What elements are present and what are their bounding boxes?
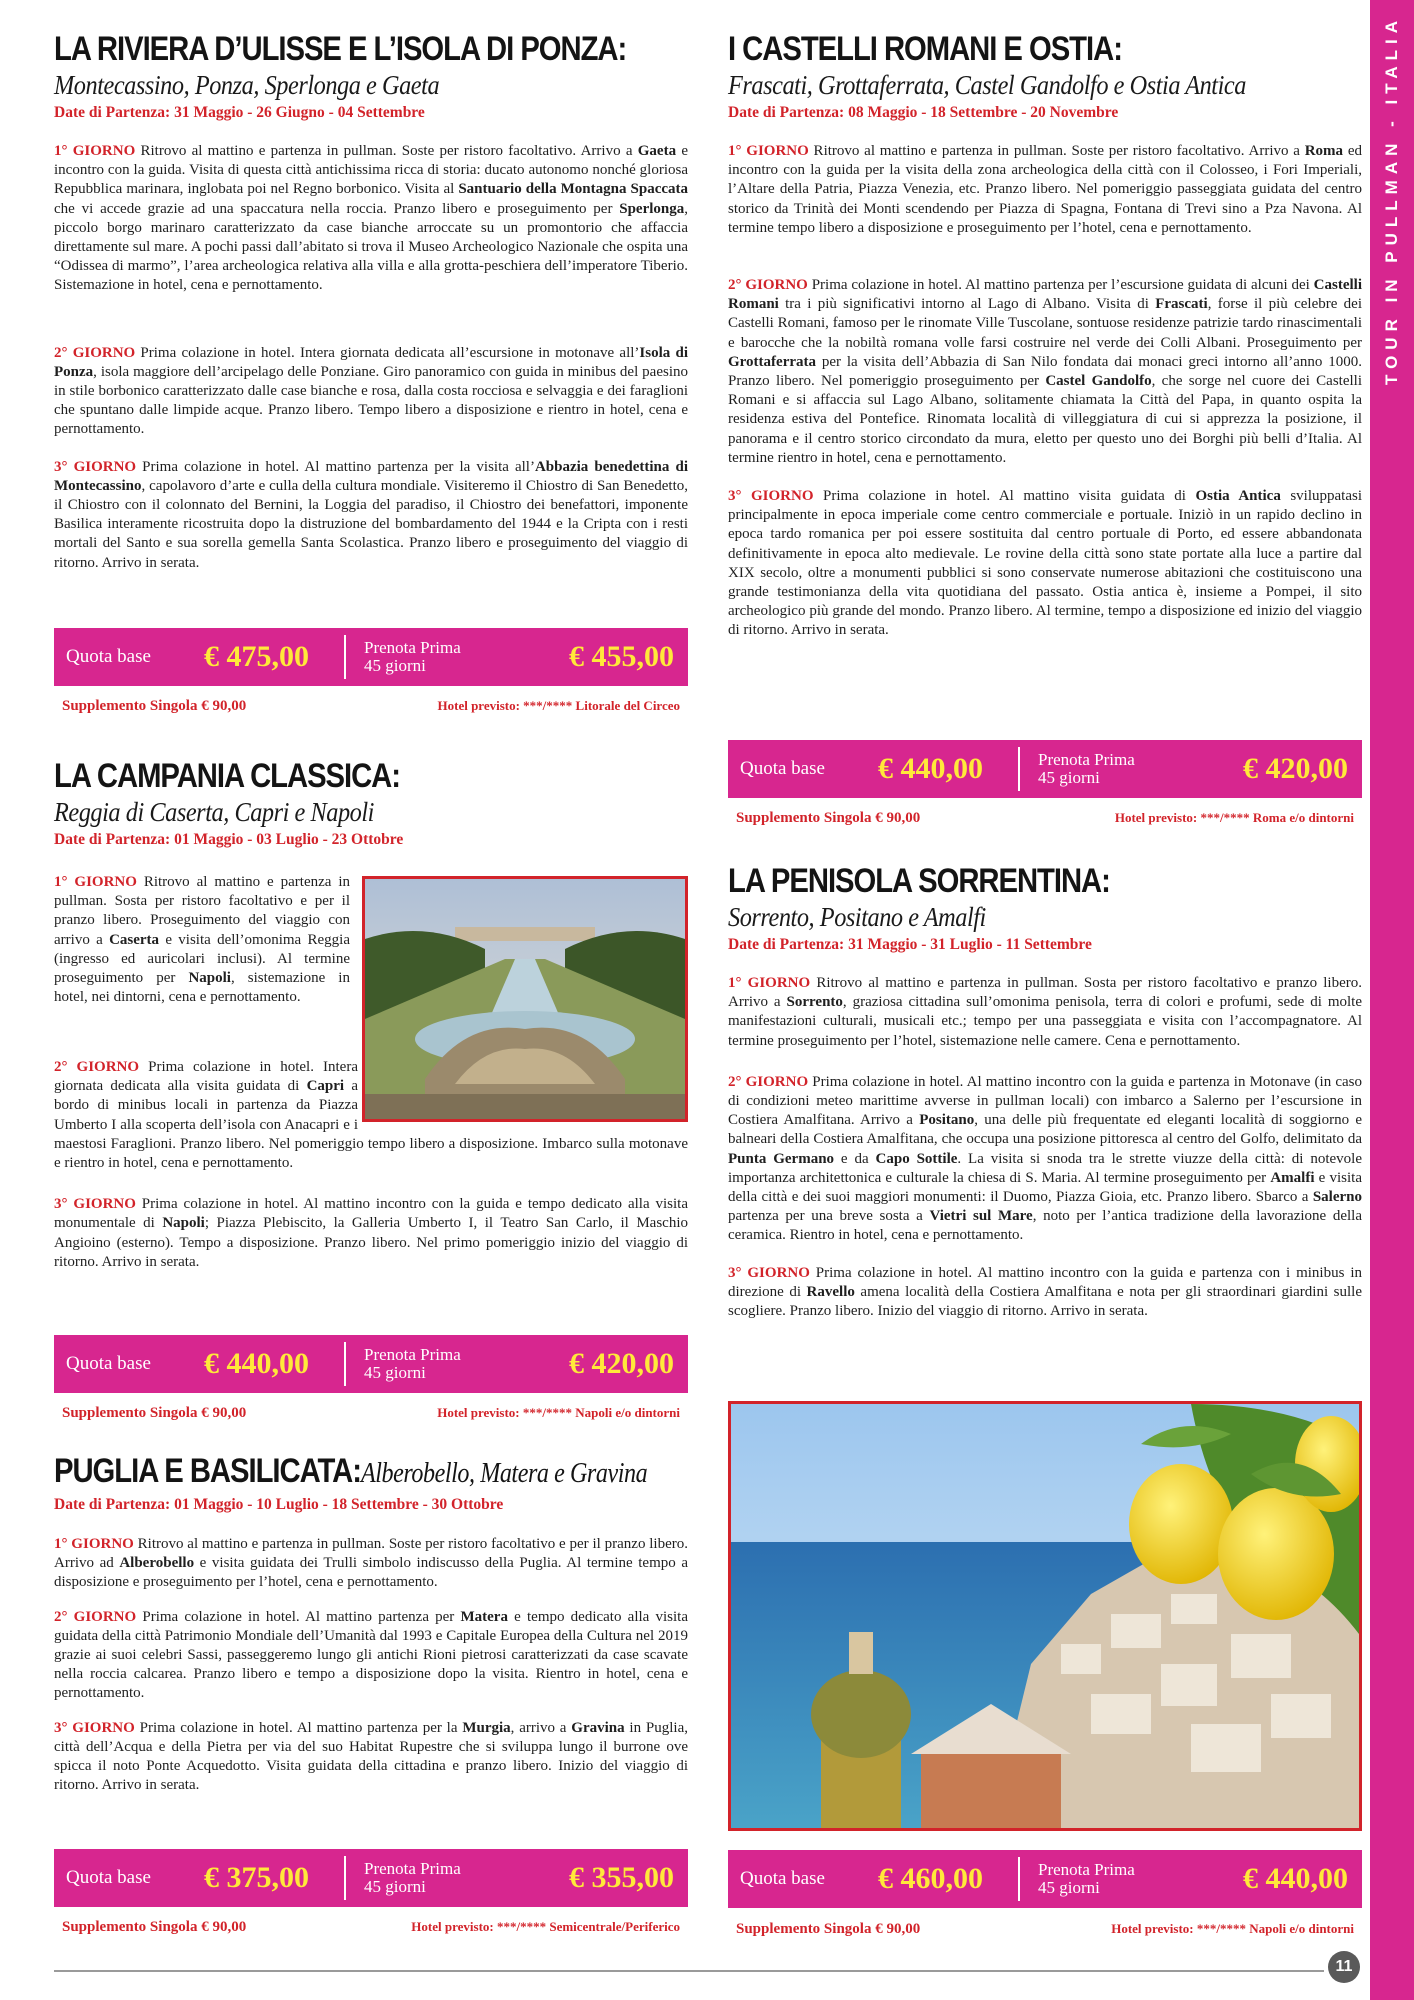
section-title: I CASTELLI ROMANI E OSTIA: [728, 30, 1122, 68]
section-title: PUGLIA E BASILICATA:Alberobello, Matera e Gravina [54, 1452, 648, 1490]
supplement-row-sorrentina: Supplemento Singola € 90,00 Hotel previsto: ***/**** Napoli e/o dintorni [736, 1920, 1354, 1937]
side-band-label: TOUR IN PULLMAN - ITALIA [1382, 14, 1401, 386]
separator [344, 635, 346, 679]
section-subtitle: Sorrento, Positano e Amalfi [728, 902, 986, 932]
departure-dates: Date di Partenza: 31 Maggio - 26 Giugno - 04 Settembre [54, 104, 425, 121]
departure-dates: Date di Partenza: 08 Maggio - 18 Settembre - 20 Novembre [728, 104, 1119, 121]
quota-base-label: Quota base [66, 646, 151, 667]
day-1: 1° GIORNO Ritrovo al mattino e partenza in pullman. Soste per ristoro facoltativo. Arrivo a Gaeta e incontro con la guida. Visita di questa città antichissima ricca di storia: ducato autonomo nonché gloriosa Repubblica marinara, inglobata poi nel Regno borbonico. Visita al Santuario della Montagna Spaccata che vi accede grazie ad una spaccatura nella roccia. Pranzo libero e proseguimento per Sperlonga, piccolo borgo marinaro caratterizzato da case bianche arroccate su un promontorio che affaccia direttamente sul mare. A pochi passi dall’abitato si trova il Museo Archeologico Nazionale che ospita una “Odissea di marmo”, l’area archeologica relativa alla villa e alla grotta-peschiera dell’imperatore Tiberio. Sistemazione in hotel, cena e pernottamento. [54, 143, 689, 294]
footer-divider [54, 1970, 1324, 1972]
departure-dates: Date di Partenza: 01 Maggio - 03 Luglio - 23 Ottobre [54, 831, 404, 848]
prenota-prima: Prenota Prima 45 giorni [364, 638, 461, 675]
price-bar-puglia: Quota base € 375,00 Prenota Prima 45 giorni € 355,00 [54, 1849, 688, 1907]
section-title: LA RIVIERA D’ULISSE E L’ISOLA DI PONZA: [54, 30, 627, 68]
supplement-row-campania: Supplemento Singola € 90,00 Hotel previsto: ***/**** Napoli e/o dintorni [62, 1404, 680, 1421]
reggia-caserta-photo [362, 876, 688, 1122]
price-bar-riviera [54, 628, 688, 686]
section-subtitle: Alberobello, Matera e Gravina [360, 1458, 648, 1489]
section-campania [54, 757, 688, 850]
section-riviera [54, 30, 688, 595]
page-number: 11 [1328, 1951, 1360, 1983]
campania-day2-3: 2° GIORNO Prima colazione in hotel. Intera giornata dedicata alla visita guidata di Capri a bordo di minibus locali in partenza da Piazza Umberto I alla scoperta dell’isola con Anacapri e i maestosi Faraglioni. Pranzo libero. Nel pomeriggio tempo libero a disposizione. Imbarco sulla motonave e rientro in hotel, cena e pernottamento. 3° GIORNO Prima colazione in hotel. Al mattino incontro con la guida e tempo dedicato alla visita monumentale di Napoli; Piazza Plebiscito, la Galleria Umberto I, il Teatro San Carlo, il Maschio Angioino (esterno). Tempo a disposizione. Pranzo libero. Nel primo pomeriggio inizio del viaggio di ritorno. Arrivo in serata. [54, 1059, 688, 1270]
departure-dates: Date di Partenza: 01 Maggio - 10 Luglio - 18 Settembre - 30 Ottobre [54, 1496, 504, 1513]
campania-day1: 1° GIORNO Ritrovo al mattino e partenza in pullman. Sosta per ristoro facoltativo e per il pranzo libero. Proseguimento del viaggio con arrivo a Caserta e visita dell’omonima Reggia (ingresso ed auricolari inclusi). Al termine proseguimento per Napoli, sistemazione in hotel, nei dintorni, cena e pernottamento. [54, 874, 350, 1006]
itinerary: 1° GIORNO Ritrovo al mattino e partenza in pullman. Sosta per ristoro facoltativo e pranzo libero. Arrivo a Sorrento, graziosa cittadina sull’omonima penisola, terra di colori e profumi, sede di molte manifestazioni culturali, musicali etc.; tempo per una passeggiata e visita con l’accompagnatore. Al termine proseguimento per l’hotel, sistemazione nelle camere. Cena e pernottamento. 2° GIORNO Prima colazione in hotel. Al mattino incontro con la guida e partenza in Motonave (in caso di condizioni meteo marittime avverse in pullman locali) con imbarco a Salerno per l’escursione in Costiera Amalfitana. Arrivo a Positano, una delle più frequentate ed eleganti località di soggiorno e balneari della Costiera Amalfitana, che occupa una posizione pittoresca al centro del Golfo, delimitato da Punta Germano e da Capo Sottile. La visita si snoda tra le strette viuzze della città: di notevole importanza architettonica e culturale la chiesa di S. Maria. Al termine proseguimento per Amalfi e visita della città e dei suoi maggiori monumenti: il Duomo, Piazza Gioia, etc. Pranzo libero. Sbarco a Salerno partenza per una breve sosta a Vietri sul Mare, noto per l’antica tradizione della lavorazione della ceramica. Rientro in hotel, cena e pernottamento. 3° GIORNO Prima colazione in hotel. Al mattino incontro con la guida e partenza con i minibus in direzione di Ravello amena località della Costiera Amalfitana e nota per gli straordinari giardini sulle scogliere. Pranzo libero. Inizio del viaggio di ritorno. Arrivo in serata. [728, 975, 1363, 1320]
price-bar-campania: Quota base € 440,00 Prenota Prima 45 giorni € 420,00 [54, 1335, 688, 1393]
price-bar-sorrentina: Quota base € 460,00 Prenota Prima 45 giorni € 440,00 [728, 1850, 1362, 1908]
itinerary [54, 142, 688, 573]
itinerary: 1° GIORNO Ritrovo al mattino e partenza in pullman. Soste per ristoro facoltativo e per il pranzo libero. Arrivo ad Alberobello e visita guidata dei Trulli simbolo indiscusso della Puglia. Al termine tempo a disposizione e proseguimento per l’hotel, cena e pernottamento. 2° GIORNO Prima colazione in hotel. Al mattino partenza per Matera e tempo dedicato alla visita guidata della città Patrimonio Mondiale dell’Umanità dal 1993 e Capitale Europea della Cultura nel 2019 grazie ai suoi celebri Sassi, passeggeremo lungo gli antichi Rioni pietrosi caratterizzati da case scavate nella roccia calcarea. Pranzo libero e tempo a disposizione dopo la visita. Rientro in hotel, cena e pernottamento. 3° GIORNO Prima colazione in hotel. Al mattino partenza per la Murgia, arrivo a Gravina in Puglia, città dell’Acqua e della Pietra per via del suo Habitat Rupestre che si sviluppa lungo il burrone ove spicca il noto Ponte Acquedotto. Visita guidata della cittadina e pranzo libero. Inizio del viaggio di ritorno. Arrivo in serata. [54, 1536, 688, 1794]
supplement-row-riviera [54, 696, 688, 716]
price-bar-castelli: Quota base € 440,00 Prenota Prima 45 giorni € 420,00 [728, 740, 1362, 798]
supplement-row-castelli: Supplemento Singola € 90,00 Hotel previsto: ***/**** Roma e/o dintorni [736, 809, 1354, 826]
base-price: € 475,00 [204, 640, 309, 673]
section-castelli [728, 30, 1362, 663]
section-puglia [54, 1452, 688, 1817]
day-2: 2° GIORNO Prima colazione in hotel. Intera giornata dedicata all’escursione in motonave all’Isola di Ponza, isola maggiore dell’arcipelago delle Ponziane. Giro panoramico con guida in minibus del paesino in stile borbonico caratterizzato dalle case bianche e rosa, dalla costa rocciosa e selvaggia e dei faraglioni che spuntano dalle limpide acque. Pranzo libero. Tempo libero a disposizione e rientro in hotel, cena e pernottamento. [54, 344, 688, 438]
supplement-text: Supplemento Singola € 90,00 [62, 697, 247, 714]
early-price: € 455,00 [569, 640, 674, 673]
section-subtitle: Frascati, Grottaferrata, Castel Gandolfo e Ostia Antica [728, 70, 1246, 100]
positano-lemons-photo [728, 1401, 1362, 1831]
hotel-text: Hotel previsto: ***/**** Litorale del Circeo [437, 698, 680, 713]
departure-dates: Date di Partenza: 31 Maggio - 31 Luglio - 11 Settembre [728, 936, 1092, 953]
section-sorrentina [728, 862, 1362, 1343]
day-3: 3° GIORNO Prima colazione in hotel. Al mattino partenza per la visita all’Abbazia benedettina di Montecassino, capolavoro d’arte e culla della cultura mondiale. Visiteremo il Chiostro di San Benedetto, il Chiostro con il colonnato del Bernini, la Loggia del paradiso, il Chiostro dei benefattori, imponente Basilica interamente ricostruita dopo la distruzione del bombardamento del 1944 e la Cripta con i resti mortali del Santo e sua sorella gemella Santa Scolastica. Pranzo libero e proseguimento del viaggio di ritorno. Arrivo in serata. [54, 458, 688, 571]
section-subtitle: Reggia di Caserta, Capri e Napoli [54, 797, 374, 827]
itinerary: 1° GIORNO Ritrovo al mattino e partenza in pullman. Soste per ristoro facoltativo. Arrivo a Roma ed incontro con la guida per la visita della zona archeologica della città con il Colosseo, i Fori Imperiali, l’Altare della Patria, Piazza Venezia, etc. Pranzo libero. Nel pomeriggio passeggiata guidata del centro storico da Trinità dei Monti scendendo per Piazza di Spagna, Fontana di Trevi sino a Pza Navona. Al termine tempo libero a disposizione e proseguimento per l’hotel, cena e pernottamento. 2° GIORNO Prima colazione in hotel. Al mattino partenza per l’escursione guidata di alcuni dei Castelli Romani tra i più significativi intorno al Lago di Albano. Visita di Frascati, forse il più celebre dei Castelli Romani, famoso per le rinomate Ville Tuscolane, sontuose residenze patrizie tardo rinascimentali e barocche che la nobiltà romana volle farsi costruire nel verde dei Colli Albani. Proseguimento per Grottaferrata per la visita dell’Abbazia di San Nilo fondata dai monaci greci intorno all’anno 1000. Pranzo libero. Nel pomeriggio proseguimento per Castel Gandolfo, che sorge nel cuore dei Castelli Romani e si affaccia sul Lago Albano, solitamente chiamata la Città del Papa, in quanto ospita la residenza estiva del Pontefice. Rinomata località di villeggiatura di cui si apprezza la posizione, il panorama e il centro storico circondato da mura, eletto per questo uno dei Borghi più belli d’Italia. Al termine rientro in hotel, cena e pernottamento. 3° GIORNO Prima colazione in hotel. Al mattino visita guidata di Ostia Antica sviluppatasi principalmente in epoca imperiale come centro commerciale e portuale. Iniziò in un rapido declino in epoca tardo romanica per poi essere sostituita dal centro portuale di Porto, ed essere abbandonata definitivamente in epoca alto medievale. Le rovine della città sono state portate alla luce a partire dal XIX secolo, oltre a monumenti pubblici si sono conservate numerose abitazioni che costituiscono una grande testimonianza della vita quotidiana del passato. Ostia antica è, insieme a Pompei, il sito archeologico più grande del mondo. Pranzo libero. Al termine, tempo a disposizione ed inizio del viaggio di ritorno. Arrivo in serata. [728, 143, 1363, 639]
supplement-row-puglia: Supplemento Singola € 90,00 Hotel previsto: ***/**** Semicentrale/Periferico [62, 1918, 680, 1935]
section-title: LA PENISOLA SORRENTINA: [728, 862, 1110, 900]
section-subtitle: Montecassino, Ponza, Sperlonga e Gaeta [54, 70, 440, 100]
section-title: LA CAMPANIA CLASSICA: [54, 757, 400, 795]
